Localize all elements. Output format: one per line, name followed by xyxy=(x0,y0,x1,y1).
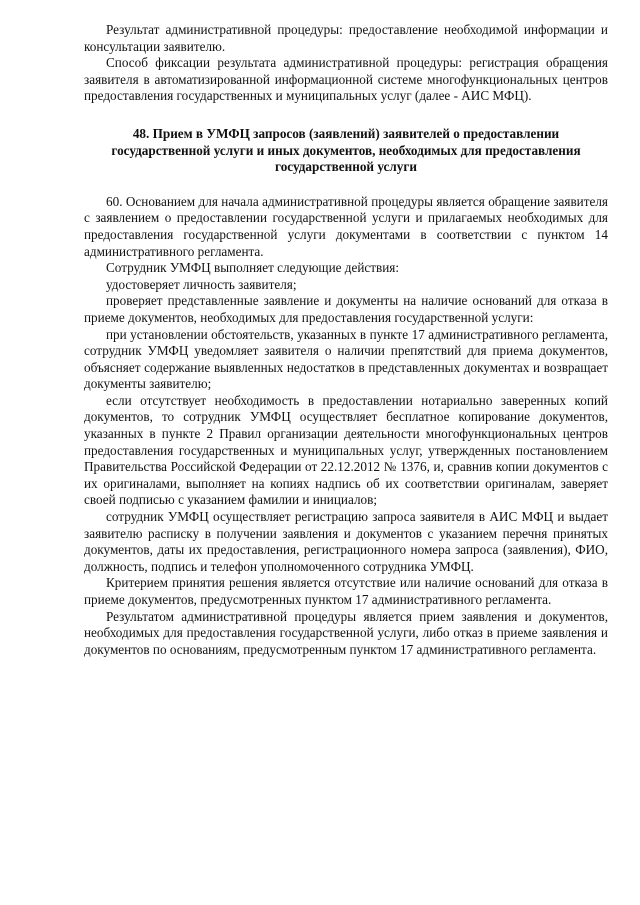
body-paragraph: Сотрудник УМФЦ выполняет следующие действия: xyxy=(106,260,400,276)
result-paragraph: Результат административной процедуры: предоставление необходимой информации и консультации заявителю. xyxy=(84,22,608,54)
outcome-paragraph: Результатом административной процедуры является прием заявления и документов, необходимых для предоставления государственной услуги, либо отказ в приеме заявления и документов по основаниям, предусмотренным пунктом 17 административного регламента. xyxy=(84,608,608,657)
fixation-paragraph: Способ фиксации результата административной процедуры: регистрация обращения заявителя в автоматизированной информационной системе многофункциональных центров предоставления государственных и муниципальных услуг (далее - АИС МФЦ). xyxy=(84,55,608,104)
body-paragraph: удостоверяет личность заявителя; xyxy=(106,276,297,292)
criterion-paragraph: Критерием принятия решения является отсутствие или наличие оснований для отказа в приеме документов, предусмотренных пунктом 17 административного регламента. xyxy=(84,575,608,607)
section-heading: 48. Прием в УМФЦ запросов (заявлений) заявителей о предоставлении государственной услуги и иных документов, необходимых для предоставления государственной услуги xyxy=(111,125,581,175)
body-paragraph: если отсутствует необходимость в предоставлении нотариально заверенных копий документов, то сотрудник УМФЦ осуществляет бесплатное копирование документов, указанных в пункте 2 Правил организации деятельности многофункциональных центров предоставления государственных и муниципальных услуг, утвержденных постановлением Правительства Российской Федерации от 22.12.2012 № 1376, и, сравнив копии документов с их оригиналами, выполняет на копиях надпись об их соответствии оригиналам, заверяет своей подписью с указанием фамилии и инициалов; xyxy=(84,392,608,508)
document-page xyxy=(84,22,608,658)
body-paragraph: при установлении обстоятельств, указанных в пункте 17 административного регламента, сотрудник УМФЦ уведомляет заявителя о наличии препятствий для приема документов, объясняет содержание выявленных недостатков в представленных документах и возвращает документы заявителю; xyxy=(84,326,608,392)
body-paragraph: проверяет представленные заявление и документы на наличие оснований для отказа в приеме документов, необходимых для предоставления государственной услуги: xyxy=(84,293,608,325)
body-paragraph: сотрудник УМФЦ осуществляет регистрацию запроса заявителя в АИС МФЦ и выдает заявителю расписку в получении заявления и документов с указанием перечня принятых документов, даты их предоставления, регистрационного номера запроса (заявления), ФИО, должность, подпись и телефон уполномоченного сотрудника УМФЦ. xyxy=(84,509,608,574)
body-paragraph-60: 60. Основанием для начала административной процедуры является обращение заявителя с заявлением о предоставлении государственной услуги и прилагаемых необходимых для предоставления государственной услуги документами в соответствии с пунктом 14 административного регламента. xyxy=(84,193,608,259)
